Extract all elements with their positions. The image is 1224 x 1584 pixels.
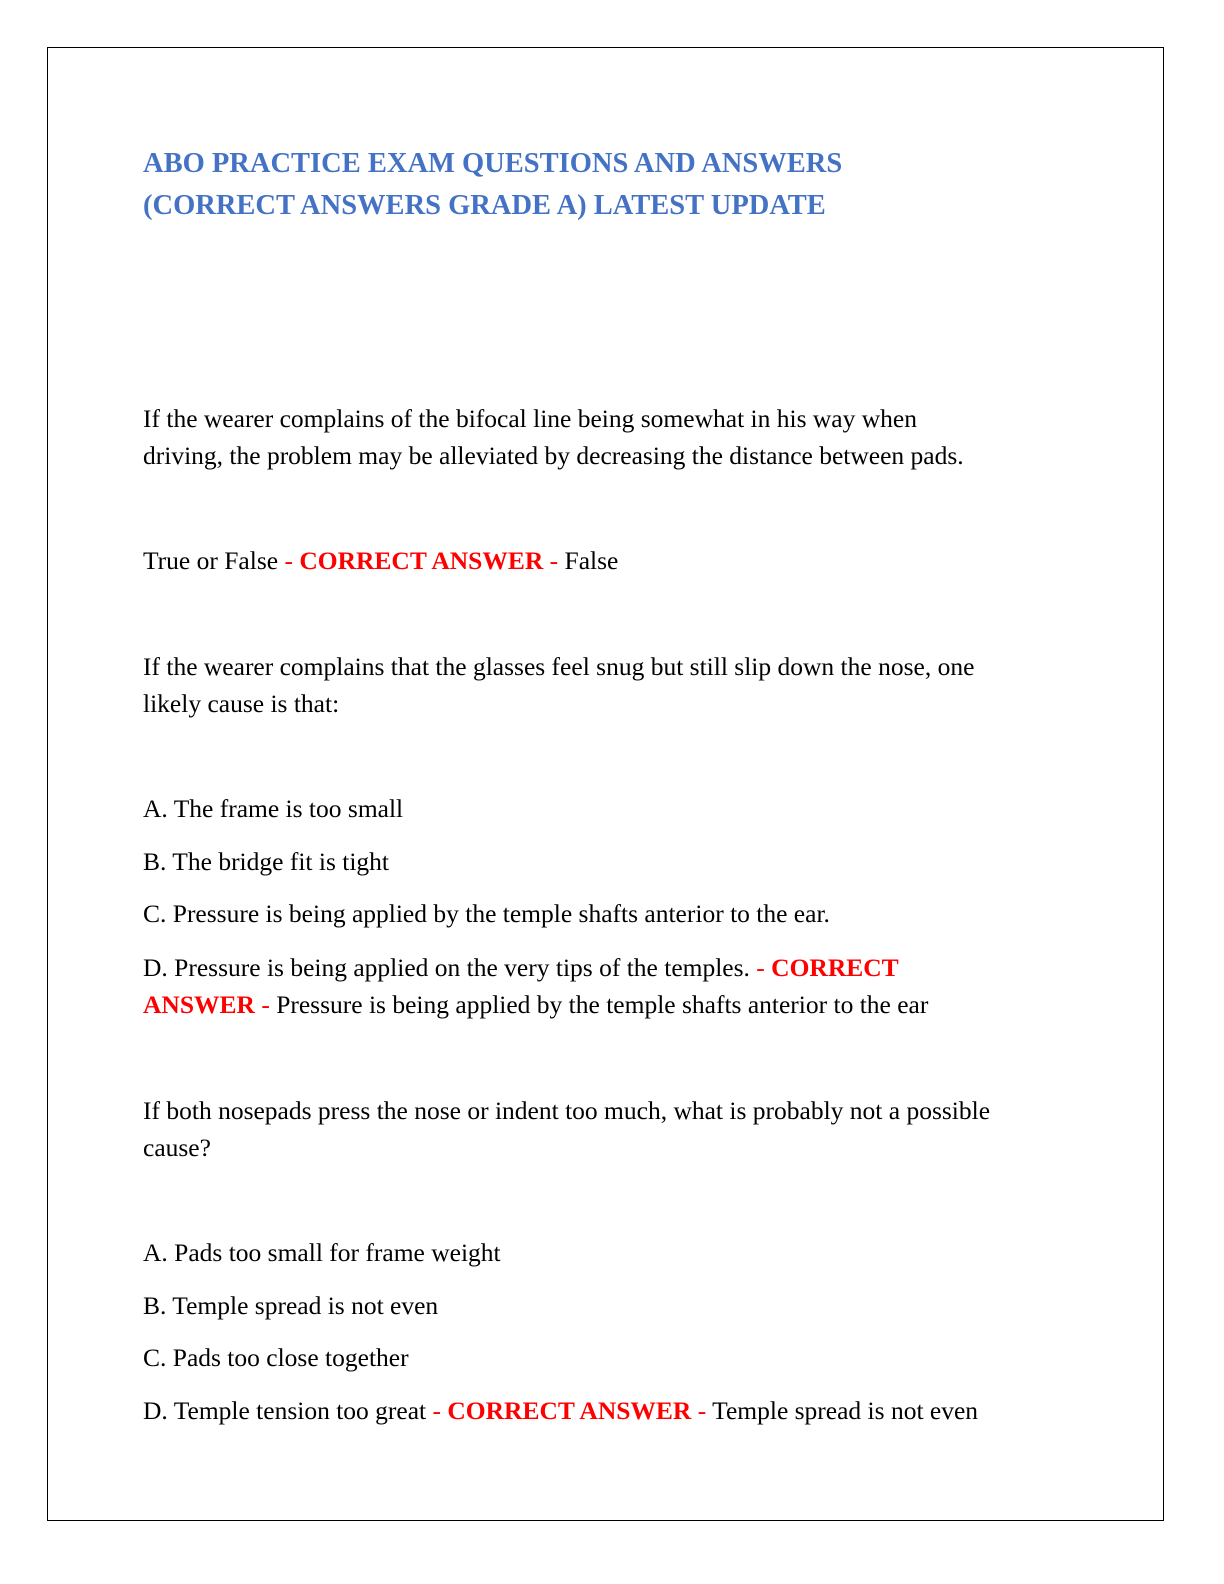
question-1-text-line-1: If the wearer complains of the bifocal line being somewhat in his way when [143, 404, 917, 433]
title-line-2: (CORRECT ANSWERS GRADE A) LATEST UPDATE [143, 190, 826, 221]
question-2-answer-line [143, 986, 928, 1023]
question-2-answer: Pressure is being applied by the temple shafts anterior to the ear [276, 990, 929, 1019]
question-3-answer: Temple spread is not even [712, 1396, 979, 1425]
question-3-option-a: A. Pads too small for frame weight [143, 1238, 501, 1267]
page-title [143, 143, 1103, 227]
correct-answer-marker: - CORRECT [756, 953, 899, 982]
question-2-text-line-1: If the wearer complains that the glasses feel snug but still slip down the nose, one [143, 652, 975, 681]
question-2-option-b: B. The bridge fit is tight [143, 847, 390, 876]
question-2-option-a: A. The frame is too small [143, 794, 404, 823]
question-2-option-c: C. Pressure is being applied by the temple shafts anterior to the ear. [143, 899, 830, 928]
question-3-option-b: B. Temple spread is not even [143, 1291, 439, 1320]
question-3-option-d: D. Temple tension too great [143, 1396, 427, 1425]
question-3-option-d-line [143, 1392, 978, 1429]
question-3-text-line-1: If both nosepads press the nose or indent too much, what is probably not a possible [143, 1096, 991, 1125]
question-1-prompt: True or False [143, 546, 279, 575]
question-2-option-d: D. Pressure is being applied on the very tips of the temples. [143, 953, 750, 982]
correct-answer-marker: - CORRECT ANSWER - [284, 546, 559, 575]
question-1-answer-line [143, 542, 618, 579]
question-1-text-line-2: driving, the problem may be alleviated by decreasing the distance between pads. [143, 441, 964, 470]
correct-answer-marker: - CORRECT ANSWER - [432, 1396, 707, 1425]
question-3-option-c: C. Pads too close together [143, 1343, 409, 1372]
question-3-text-line-2: cause? [143, 1133, 211, 1162]
question-2-text-line-2: likely cause is that: [143, 689, 340, 718]
correct-answer-marker-cont: ANSWER - [143, 990, 270, 1019]
question-1-answer: False [564, 546, 619, 575]
title-line-1: ABO PRACTICE EXAM QUESTIONS AND ANSWERS [143, 148, 843, 179]
question-2-option-d-line [143, 949, 899, 986]
